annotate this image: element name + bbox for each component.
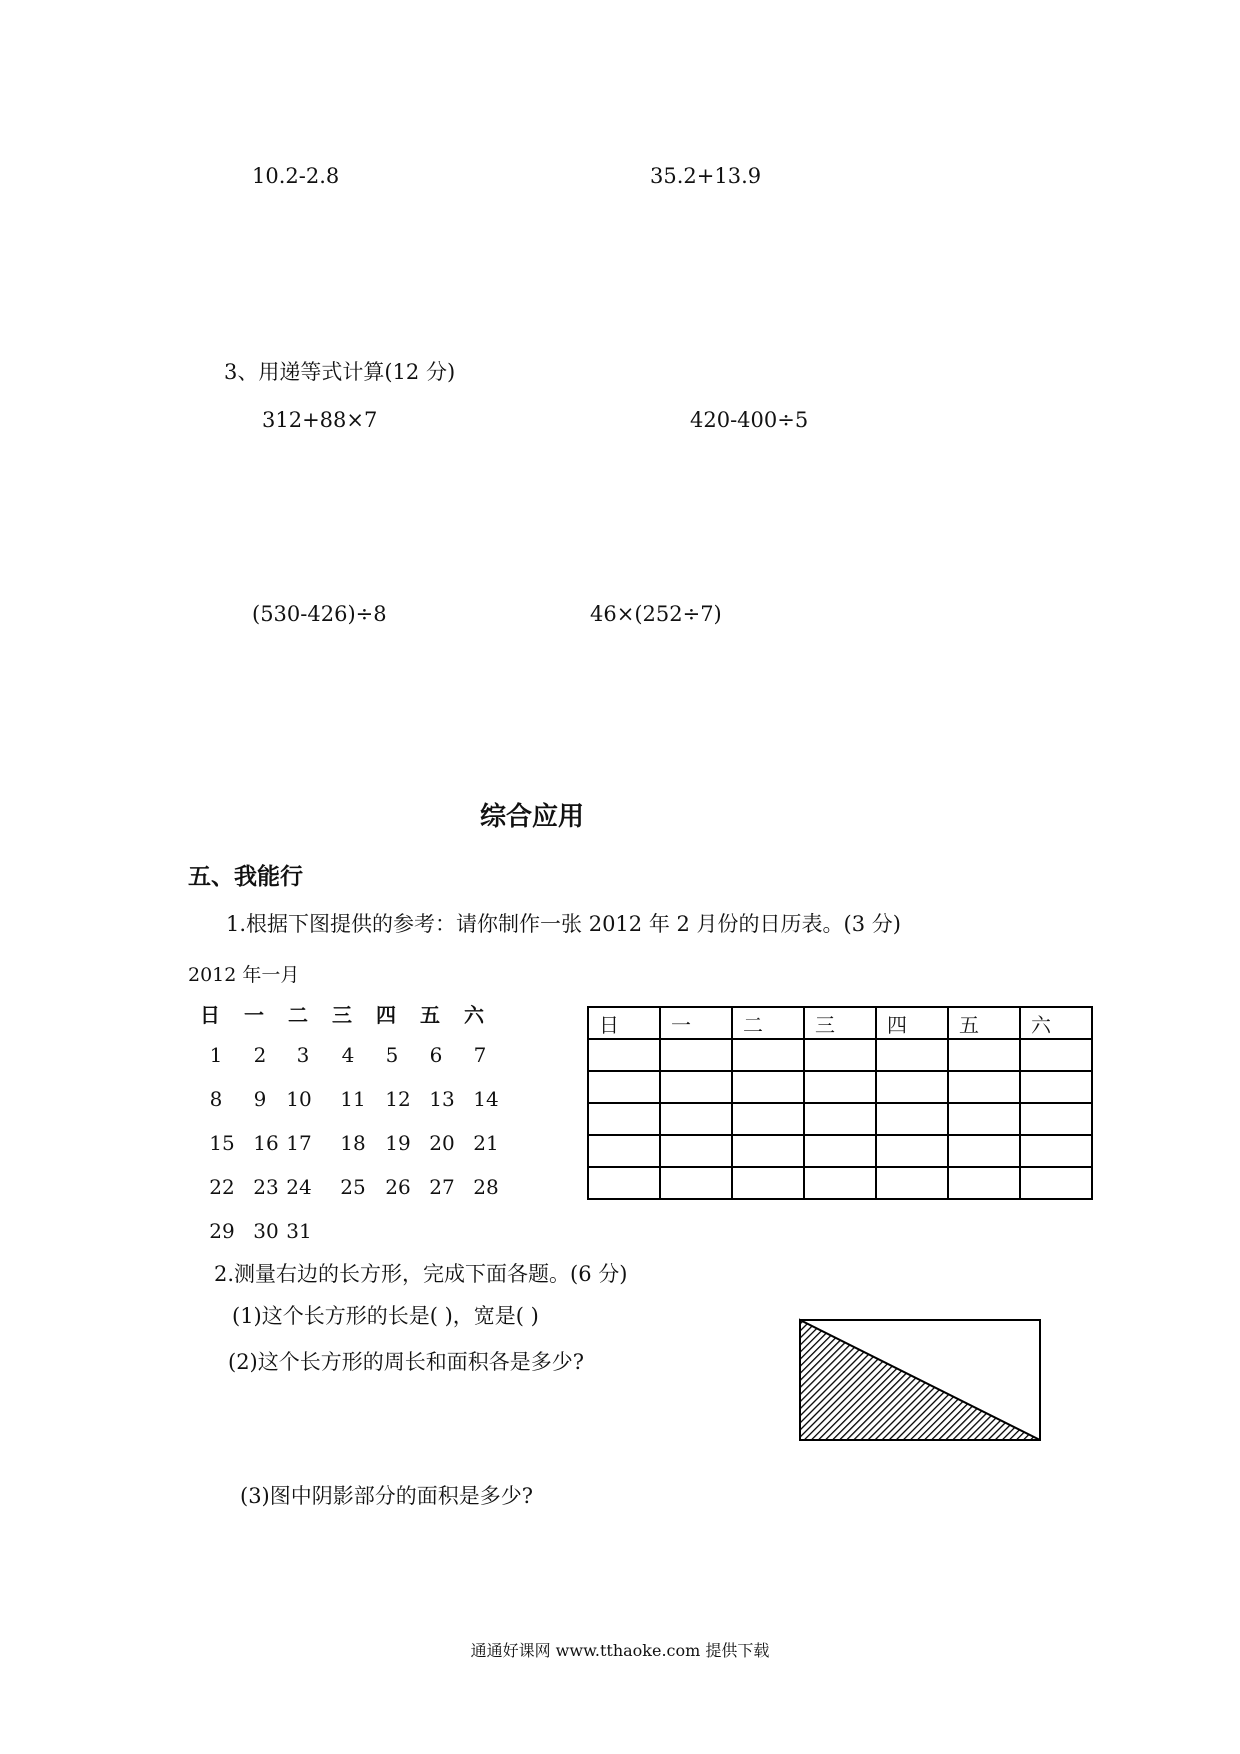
calendar-day: 1: [209, 1043, 223, 1067]
calendar-day: 25: [340, 1175, 366, 1199]
grid-cell: [1020, 1039, 1092, 1071]
calc-item: 10.2-2.8: [252, 164, 340, 188]
calendar-day: 31: [286, 1219, 312, 1243]
weekday-header: 四: [376, 1003, 396, 1027]
grid-cell: [660, 1103, 732, 1135]
grid-header-row: [588, 1007, 1092, 1039]
calendar-day: 22: [209, 1175, 235, 1199]
grid-cell: [1020, 1135, 1092, 1167]
calendar-day: 21: [473, 1131, 499, 1155]
question-3-title: 3、用递等式计算(12 分): [224, 360, 456, 384]
calendar-day: 7: [473, 1043, 487, 1067]
grid-cell: [948, 1071, 1020, 1103]
weekday-header: 六: [464, 1003, 484, 1027]
grid-cell: [948, 1135, 1020, 1167]
grid-header-cell: 六: [1020, 1007, 1092, 1039]
grid-cell: [660, 1135, 732, 1167]
grid-cell: [804, 1039, 876, 1071]
calendar-day: 12: [385, 1087, 411, 1111]
grid-cell: [876, 1103, 948, 1135]
grid-header-cell: 五: [948, 1007, 1020, 1039]
grid-cell: [732, 1167, 804, 1199]
calendar-day: 15: [209, 1131, 235, 1155]
grid-header-cell: 一: [660, 1007, 732, 1039]
calendar-day: 10: [286, 1087, 312, 1111]
grid-cell: [804, 1135, 876, 1167]
grid-cell: [660, 1167, 732, 1199]
grid-cell: [804, 1071, 876, 1103]
grid-cell: [588, 1039, 660, 1071]
calendar-day: 14: [473, 1087, 499, 1111]
grid-cell: [1020, 1103, 1092, 1135]
grid-cell: [588, 1103, 660, 1135]
question-1: 1.根据下图提供的参考：请你制作一张 2012 年 2 月份的日历表。(3 分): [226, 912, 901, 936]
calendar-day: 30: [253, 1219, 279, 1243]
calc-item: 312+88×7: [262, 408, 378, 432]
weekday-header: 五: [420, 1003, 440, 1027]
calendar-day: 29: [209, 1219, 235, 1243]
calc-item: 35.2+13.9: [650, 164, 762, 188]
blank-calendar-grid: [587, 1006, 1093, 1200]
grid-cell: [876, 1039, 948, 1071]
grid-row: [588, 1039, 1092, 1071]
grid-cell: [588, 1071, 660, 1103]
calendar-day: 16: [253, 1131, 279, 1155]
calendar-day: 11: [340, 1087, 366, 1111]
calendar-day: 4: [341, 1043, 355, 1067]
calendar-day: 9: [253, 1087, 267, 1111]
question-2-part-1: (1)这个长方形的长是( )，宽是( ): [232, 1304, 539, 1328]
weekday-header: 日: [200, 1003, 220, 1027]
grid-row: [588, 1135, 1092, 1167]
calendar-caption: 2012 年一月: [188, 964, 300, 986]
calendar-day: 6: [429, 1043, 443, 1067]
grid-cell: [948, 1167, 1020, 1199]
calendar-day: 3: [296, 1043, 310, 1067]
grid-header-cell: 三: [804, 1007, 876, 1039]
calc-item: (530-426)÷8: [252, 602, 387, 626]
page-footer: 通通好课网 www.tthaoke.com 提供下载: [470, 1641, 770, 1660]
calendar-day: 5: [385, 1043, 399, 1067]
question-2: 2.测量右边的长方形，完成下面各题。(6 分): [214, 1262, 628, 1286]
grid-header-cell: 日: [588, 1007, 660, 1039]
weekday-header: 一: [244, 1003, 264, 1027]
grid-row: [588, 1103, 1092, 1135]
grid-cell: [1020, 1167, 1092, 1199]
calendar-day: 2: [253, 1043, 267, 1067]
calendar-day: 13: [429, 1087, 455, 1111]
grid-cell: [876, 1071, 948, 1103]
grid-cell: [660, 1071, 732, 1103]
grid-cell: [588, 1135, 660, 1167]
rectangle-diagram: [798, 1318, 1048, 1448]
calc-item: 420-400÷5: [690, 408, 809, 432]
calendar-day: 27: [429, 1175, 455, 1199]
calendar-day: 24: [286, 1175, 312, 1199]
grid-cell: [876, 1135, 948, 1167]
section-heading: 综合应用: [480, 802, 585, 832]
calendar-day: 19: [385, 1131, 411, 1155]
calendar-day: 18: [340, 1131, 366, 1155]
calendar-day: 17: [286, 1131, 312, 1155]
calendar-day: 28: [473, 1175, 499, 1199]
grid-cell: [588, 1167, 660, 1199]
calendar-day: 23: [253, 1175, 279, 1199]
calendar-day: 26: [385, 1175, 411, 1199]
grid-header-cell: 四: [876, 1007, 948, 1039]
weekday-header: 三: [332, 1003, 352, 1027]
grid-cell: [876, 1167, 948, 1199]
grid-cell: [732, 1071, 804, 1103]
grid-cell: [732, 1103, 804, 1135]
grid-cell: [660, 1039, 732, 1071]
grid-cell: [1020, 1071, 1092, 1103]
grid-row: [588, 1167, 1092, 1199]
grid-row: [588, 1071, 1092, 1103]
calc-item: 46×(252÷7): [590, 602, 722, 626]
grid-cell: [804, 1167, 876, 1199]
grid-cell: [732, 1135, 804, 1167]
grid-header-cell: 二: [732, 1007, 804, 1039]
calendar-day: 20: [429, 1131, 455, 1155]
grid-cell: [948, 1039, 1020, 1071]
calendar-day: 8: [209, 1087, 223, 1111]
grid-cell: [804, 1103, 876, 1135]
grid-cell: [948, 1103, 1020, 1135]
grid-cell: [732, 1039, 804, 1071]
weekday-header: 二: [288, 1003, 308, 1027]
question-2-part-2: (2)这个长方形的周长和面积各是多少?: [228, 1350, 585, 1374]
part-five-title: 五、我能行: [188, 863, 303, 890]
question-2-part-3: (3)图中阴影部分的面积是多少?: [240, 1484, 534, 1508]
